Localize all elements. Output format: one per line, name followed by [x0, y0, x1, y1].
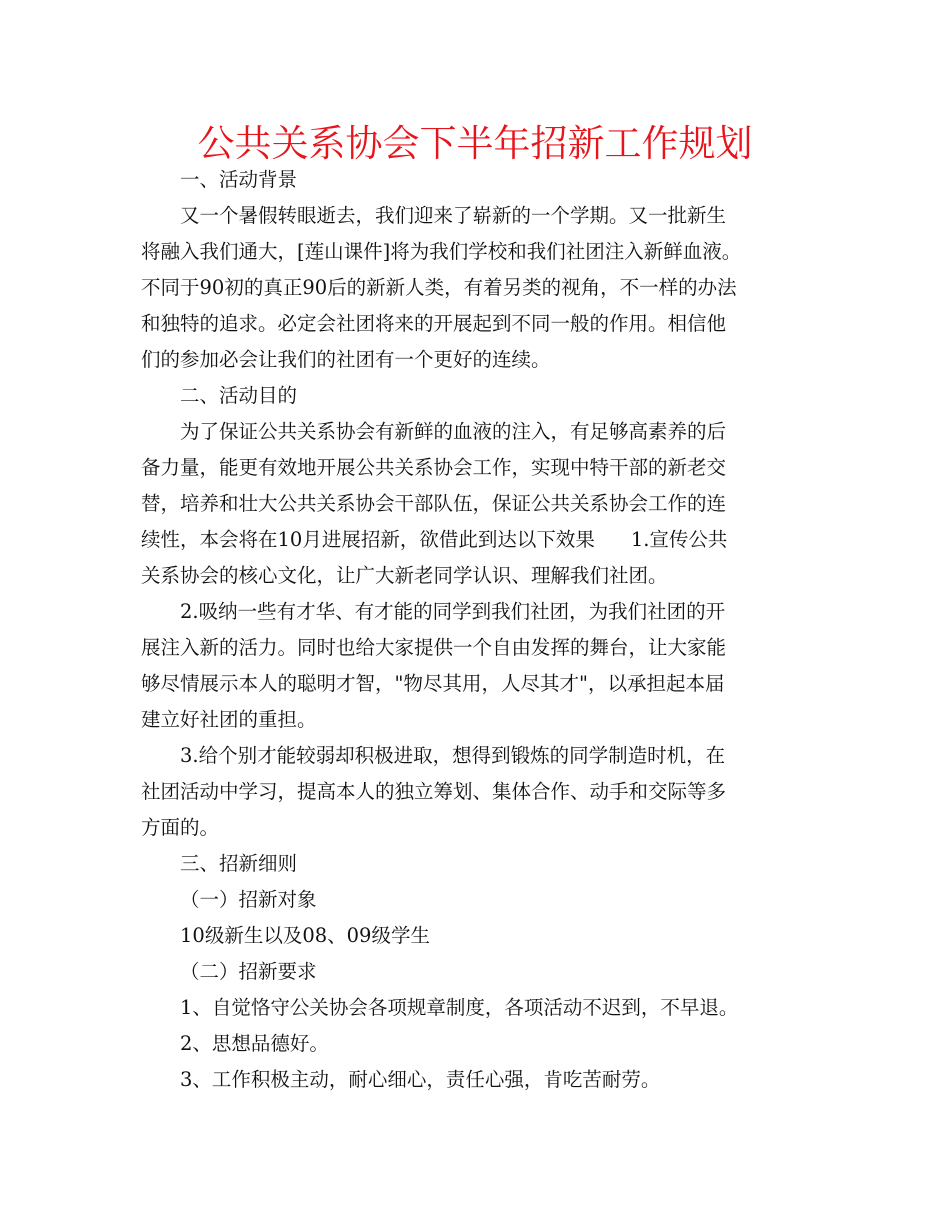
- section-heading-rules: 三、招新细则: [180, 852, 298, 875]
- paragraph-line: 社团活动中学习，提高本人的独立筹划、集体合作、动手和交际等多: [141, 780, 727, 803]
- purpose-paragraph: [141, 414, 813, 594]
- paragraph-line: 建立好社团的重担。: [141, 708, 317, 731]
- target-text: 10级新生以及08、09级学生: [180, 924, 430, 947]
- paragraph-line: 展注入新的活力。同时也给大家提供一个自由发挥的舞台，让大家能: [141, 636, 727, 659]
- list-item-1-start: 1.宣传公共: [630, 528, 728, 551]
- purpose-item-3: [141, 738, 813, 846]
- document-title: 公共关系协会下半年招新工作规划: [197, 122, 753, 165]
- paragraph-line: 为了保证公共关系协会有新鲜的血液的注入，有足够高素养的后: [180, 420, 727, 443]
- paragraph-line: 方面的。: [141, 816, 220, 839]
- requirement-item: 3、工作积极主动，耐心细心，责任心强，肯吃苦耐劳。: [180, 1068, 661, 1091]
- paragraph-line: [141, 522, 813, 558]
- paragraph-line: 2.吸纳一些有才华、有才能的同学到我们社团，为我们社团的开: [180, 600, 726, 623]
- paragraph-line: 关系协会的核心文化，让广大新老同学认识、理解我们社团。: [141, 564, 668, 587]
- paragraph-line: 替，培养和壮大公共关系协会干部队伍，保证公共关系协会工作的连: [141, 492, 727, 515]
- subsection-heading-requirements: （二）招新要求: [180, 960, 317, 983]
- paragraph-line: 又一个暑假转眼逝去，我们迎来了崭新的一个学期。又一批新生: [180, 204, 727, 227]
- background-paragraph: [141, 198, 813, 378]
- section-heading-purpose: 二、活动目的: [180, 384, 298, 407]
- document-body: [141, 162, 813, 1098]
- purpose-item-2: [141, 594, 813, 738]
- paragraph-line: 3.给个别才能较弱却积极进取，想得到锻炼的同学制造时机，在: [180, 744, 726, 767]
- paragraph-line: 备力量，能更有效地开展公共关系协会工作，实现中特干部的新老交: [141, 456, 727, 479]
- paragraph-line-text: 续性，本会将在10月进展招新，欲借此到达以下效果: [141, 528, 595, 551]
- requirement-item: 2、思想品德好。: [180, 1032, 329, 1055]
- requirement-item: 1、自觉恪守公关协会各项规章制度，各项活动不迟到，不早退。: [180, 996, 739, 1019]
- paragraph-line: 够尽情展示本人的聪明才智，"物尽其用，人尽其才"，以承担起本届: [141, 672, 725, 695]
- paragraph-line: 将融入我们通大，[莲山课件]将为我们学校和我们社团注入新鲜血液。: [141, 240, 742, 263]
- paragraph-line: 和独特的追求。必定会社团将来的开展起到不同一般的作用。相信他: [141, 312, 727, 335]
- paragraph-line: 们的参加必会让我们的社团有一个更好的连续。: [141, 348, 551, 371]
- section-heading-background: 一、活动背景: [180, 168, 298, 191]
- subsection-heading-target: （一）招新对象: [180, 888, 317, 911]
- paragraph-line: 不同于90初的真正90后的新新人类，有着另类的视角，不一样的办法: [141, 276, 737, 299]
